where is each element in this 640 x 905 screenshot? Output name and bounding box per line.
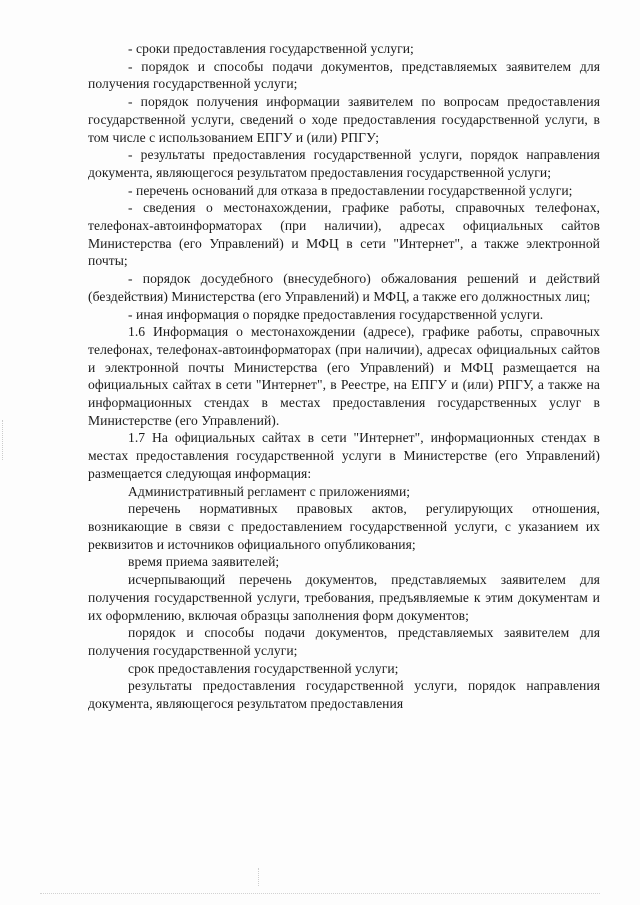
paragraph: порядок и способы подачи документов, представляемых заявителем для получения государственной услуги;: [88, 625, 600, 658]
paragraph: срок предоставления государственной услуги;: [128, 660, 399, 676]
paragraph: - перечень оснований для отказа в предоставлении государственной услуги;: [128, 182, 573, 198]
paragraph: время приема заявителей;: [128, 554, 280, 570]
paragraph: - сроки предоставления государственной услуги;: [128, 41, 414, 56]
paragraph: - порядок и способы подачи документов, представляемых заявителем для получения государственной услуги;: [88, 58, 600, 92]
paragraph: - порядок получения информации заявителем по вопросам предоставления государственной услуги, сведений о ходе предоставления государственной услуги, в том числе с использованием ЕПГУ и (или) РПГУ;: [88, 94, 600, 145]
scan-edge-artifact: [2, 420, 5, 460]
numbered-paragraph-1-7: 1.7 На официальных сайтах в сети "Интернет", информационных стендах в местах предоставления государственной услуги в Министерстве (его Управлений) размещается следующая информация:: [88, 430, 600, 481]
paragraph: - результаты предоставления государственной услуги, порядок направления документа, являющегося результатом предоставления государственной услуги;: [88, 147, 600, 180]
paragraph: перечень нормативных правовых актов, регулирующих отношения, возникающие в связи с предоставлением государственной услуги, с указанием их реквизитов и источников официального опубликования;: [88, 501, 600, 552]
scan-artifact: [258, 868, 265, 886]
scan-bottom-edge: [40, 893, 600, 894]
paragraph: результаты предоставления государственной услуги, порядок направления документа, являющегося результатом предоставления: [88, 678, 600, 712]
paragraph: - порядок досудебного (внесудебного) обжалования решений и действий (бездействия) Министерства (его Управлений) и МФЦ, а также его должностных лиц;: [88, 271, 600, 304]
paragraph: - сведения о местонахождении, графике работы, справочных телефонах, телефонах-автоинформаторах (при наличии), адресах официальных сайтов Министерства (его Управлений) и МФЦ в сети "Интернет", а также электронной почты;: [88, 200, 600, 269]
numbered-paragraph-1-6: 1.6 Информация о местонахождении (адресе), графике работы, справочных телефонах, телефонах-автоинформаторах (при наличии), адресах официальных сайтов и электронной почты Министерства (его Управлений) и МФЦ размещается на официальных сайтах в сети "Интернет", в Реестре, на ЕПГУ и (или) РПГУ, а также на информационных стендах в местах предоставления государственных услуг в Министерстве (его Управлений).: [88, 324, 600, 428]
paragraph: исчерпывающий перечень документов, представляемых заявителем для получения государственной услуги, требования, предъявляемые к этим документам и их оформлению, включая образцы заполнения форм документов;: [88, 572, 600, 623]
document-body: [88, 40, 600, 713]
paragraph: - иная информация о порядке предоставления государственной услуги.: [128, 306, 544, 322]
paragraph: Административный регламент с приложениями;: [128, 483, 411, 499]
